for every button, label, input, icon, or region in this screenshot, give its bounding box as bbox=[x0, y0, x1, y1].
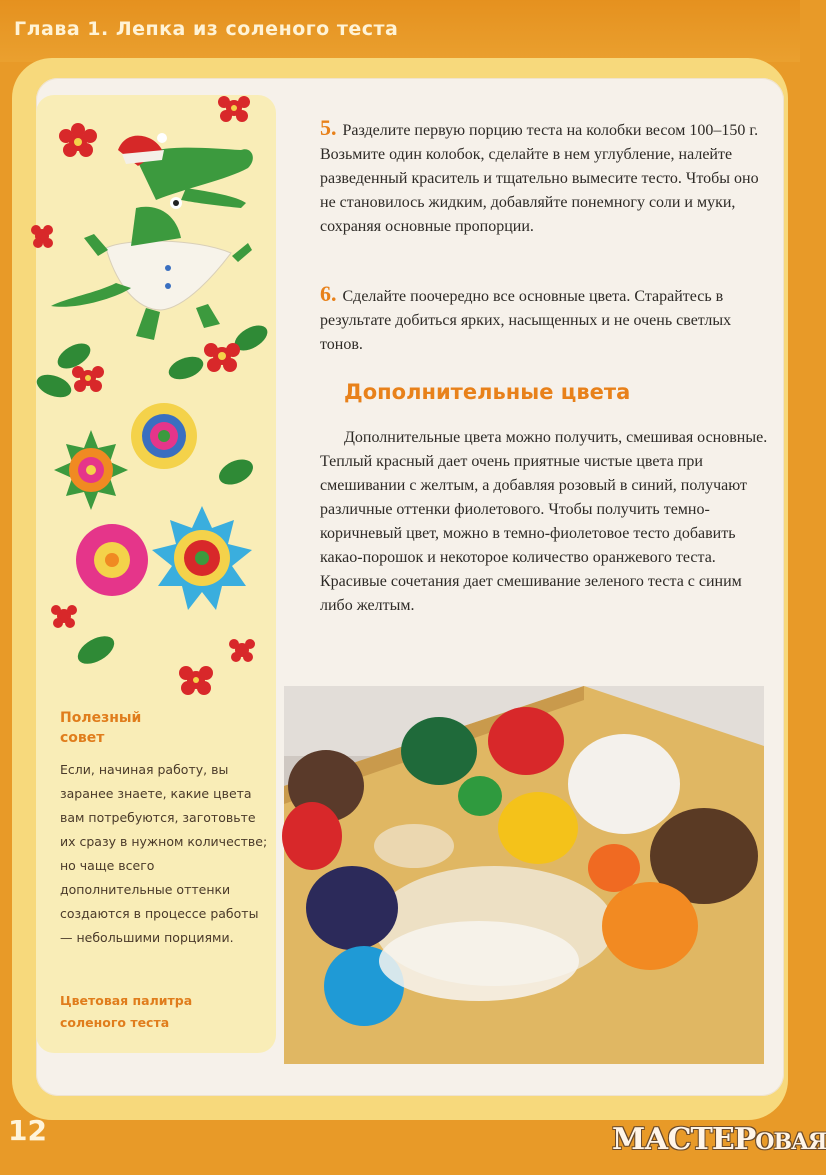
tip-heading-line2: совет bbox=[60, 730, 105, 746]
watermark-logo bbox=[612, 1122, 826, 1157]
photo-caption bbox=[60, 990, 260, 1034]
tip-text: Если, начиная работу, вы заранее знаете, какие цвета вам потребуются, заготовьте их сразу в нужном количестве; но чаще всего дополнительные оттенки создаются в процессе работы — небольшими порциями. bbox=[60, 762, 268, 945]
step-5 bbox=[320, 116, 770, 239]
step-number: 6. bbox=[320, 281, 337, 306]
decorative-illustration bbox=[36, 88, 276, 708]
page-number: 12 bbox=[8, 1114, 47, 1147]
tip-heading bbox=[60, 708, 260, 748]
watermark-main: МАСТЕР bbox=[612, 1122, 756, 1157]
caption-line2: соленого теста bbox=[60, 1015, 170, 1030]
chapter-title: Глава 1. Лепка из соленого теста bbox=[14, 18, 399, 40]
section-heading: Дополнительные цвета bbox=[344, 380, 631, 404]
caption-line1: Цветовая палитра bbox=[60, 993, 193, 1008]
step-text: Разделите первую порцию теста на колобки весом 100–150 г. Возьмите один колобок, сделайте в нем углубление, налейте разведенный краситель и тщательно вымесите тесто. Чтобы оно не становилось жидким, добавляйте понемногу соли и муки, сохраняя основные пропорции. bbox=[320, 122, 759, 235]
watermark-suffix: ОВАЯ bbox=[755, 1129, 826, 1155]
step-6 bbox=[320, 282, 770, 357]
crocodile-figure bbox=[51, 133, 253, 340]
tip-heading-line1: Полезный bbox=[60, 710, 142, 726]
dough-photo bbox=[284, 686, 764, 1064]
step-number: 5. bbox=[320, 115, 337, 140]
section-paragraph: Дополнительные цвета можно получить, смешивая основные. Теплый красный дает очень приятные чистые цвета при смешивании с желтым, а добавляя розовый в синий, получают различные оттенки фиолетового. Чтобы получить темно-коричневый цвет, можно в темно-фиолетовое тесто добавить какао-порошок и некоторое количество оранжевого теста. Красивые сочетания дает смешивание зеленого теста с синим либо желтым. bbox=[320, 429, 768, 614]
chapter-header bbox=[0, 0, 800, 62]
step-text: Сделайте поочередно все основные цвета. Старайтесь в результате добиться ярких, насыщенных и не очень светлых тонов. bbox=[320, 288, 732, 353]
